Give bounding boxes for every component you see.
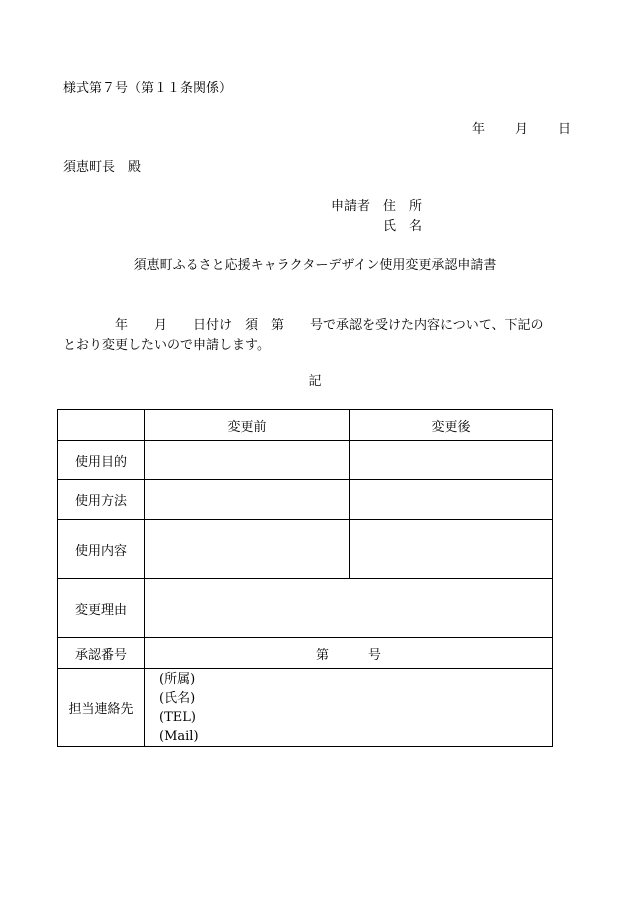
reason-cell[interactable] [145,579,553,638]
date-line [472,122,571,138]
addressee: 須恵町長 殿 [63,160,142,175]
ki-heading: 記 [308,374,322,389]
col-before-header: 変更前 [145,410,350,441]
row-label-contact: 担当連絡先 [58,669,145,747]
contact-name: (氏名) [159,690,196,706]
form-number: 様式第７号（第１１条関係） [63,81,233,96]
col-after-header: 変更後 [350,410,553,441]
date-day: 日 [558,122,572,137]
method-before-cell[interactable] [145,480,350,520]
method-after-cell[interactable] [350,480,553,520]
row-label-reason: 変更理由 [58,579,145,638]
table-header-row [58,410,553,441]
row-label-purpose: 使用目的 [58,441,145,480]
row-label-approval-number: 承認番号 [58,638,145,669]
body-text [63,316,575,356]
header-empty-cell [58,410,145,441]
contact-cell[interactable] [145,669,553,747]
body-line-1: 年 月 日付け 須 第 号で承認を受けた内容について、下記の [63,318,544,333]
purpose-before-cell[interactable] [145,441,350,480]
applicant-name-label: 氏 名 [383,219,423,234]
content-before-cell[interactable] [145,520,350,579]
table-row [58,638,553,669]
date-month: 月 [515,122,529,137]
table-row [58,669,553,747]
table-row [58,441,553,480]
table-row [58,480,553,520]
body-line-2: とおり変更したいので申請します。 [63,338,270,353]
row-label-method: 使用方法 [58,480,145,520]
row-label-content: 使用内容 [58,520,145,579]
approval-number-cell[interactable]: 第 号 [145,638,553,669]
contact-mail: (Mail) [159,728,199,744]
change-table [57,409,553,747]
contact-tel: (TEL) [159,709,196,725]
table-row [58,520,553,579]
document-title: 須恵町ふるさと応援キャラクターデザイン使用変更承認申請書 [133,258,497,273]
applicant-address-label: 申請者 住 所 [331,199,423,214]
table-row [58,579,553,638]
purpose-after-cell[interactable] [350,441,553,480]
contact-affiliation: (所属) [159,671,196,687]
content-after-cell[interactable] [350,520,553,579]
date-year: 年 [472,122,486,137]
